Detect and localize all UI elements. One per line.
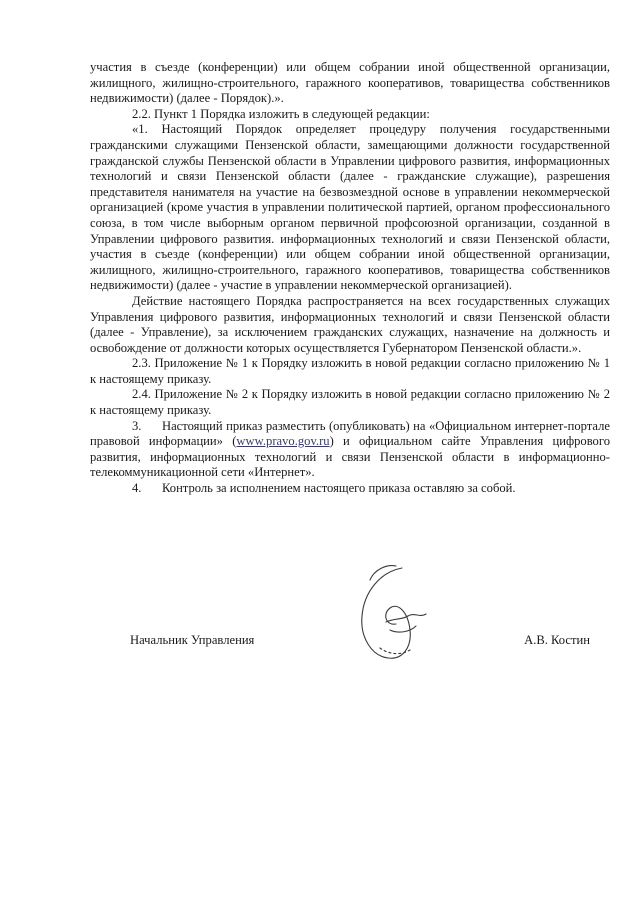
paragraph-continuation: участия в съезде (конференции) или общем собрании иной общественной организации, жилищного, жилищно-строительного, гаражного кооперативов, товарищества собственников недвижимости) (далее - Порядок).». (90, 60, 610, 106)
document-body (90, 60, 610, 497)
item-3-number: 3. (132, 418, 142, 433)
paragraph-point-1: «1. Настоящий Порядок определяет процедуру получения государственными гражданскими служащими Пензенской области, замещающими должности государственной гражданской службы Пензенской области в Управлении цифрового развития, информационных технологий и связи Пензенской области (далее - гражданские служащие), разрешения представителя нанимателя на участие на безвозмездной основе в управлении некоммерческой организацией (кроме участия в управлении политической партией, органом профессионального союза, в том числе выборным органом первичной профсоюзной организации, созданной в Управлении цифрового развития. информационных технологий и связи Пензенской области, участия в съезде (конференции) или общем собрании иной общественной организации, жилищного, жилищно-строительного, гаражного кооперативов, товарищества собственников недвижимости) (далее - участие в управлении некоммерческой организацией). (90, 122, 610, 293)
paragraph-item-3 (90, 419, 610, 481)
pravo-gov-link[interactable]: www.pravo.gov.ru (236, 434, 330, 449)
signature-block (130, 633, 590, 649)
paragraph-2-4: 2.4. Приложение № 2 к Порядку изложить в новой редакции согласно приложению № 2 к настоящему приказу. (90, 387, 610, 418)
signatory-name: А.В. Костин (524, 633, 590, 647)
item-3-text-after: ) и официальном сайте Управления цифрового развития, информационных технологий и связи Пензенской области в информационно-телекоммуникационной сети «Интернет». (90, 434, 611, 480)
paragraph-scope: Действие настоящего Порядка распространяется на всех государственных служащих Управления цифрового развития, информационных технологий и связи Пензенской области (далее - Управление), за исключением гражданских служащих, назначение на должность и освобождение от должности которых осуществляется Губернатором Пензенской области.». (90, 293, 610, 355)
paragraph-item-4 (90, 481, 610, 497)
paragraph-2-2: 2.2. Пункт 1 Порядка изложить в следующей редакции: (132, 106, 430, 121)
item-3-text-before: Настоящий приказ разместить (опубликовать) на «Официальном интернет-портале правовой информации» ( (90, 418, 610, 449)
item-4-number: 4. (132, 481, 142, 496)
paragraph-2-3: 2.3. Приложение № 1 к Порядку изложить в новой редакции согласно приложению № 1 к настоящему приказу. (90, 356, 610, 386)
item-4-text: Контроль за исполнением настоящего приказа оставляю за собой. (162, 481, 516, 496)
signature-icon (340, 560, 450, 670)
signatory-position: Начальник Управления (130, 633, 255, 647)
